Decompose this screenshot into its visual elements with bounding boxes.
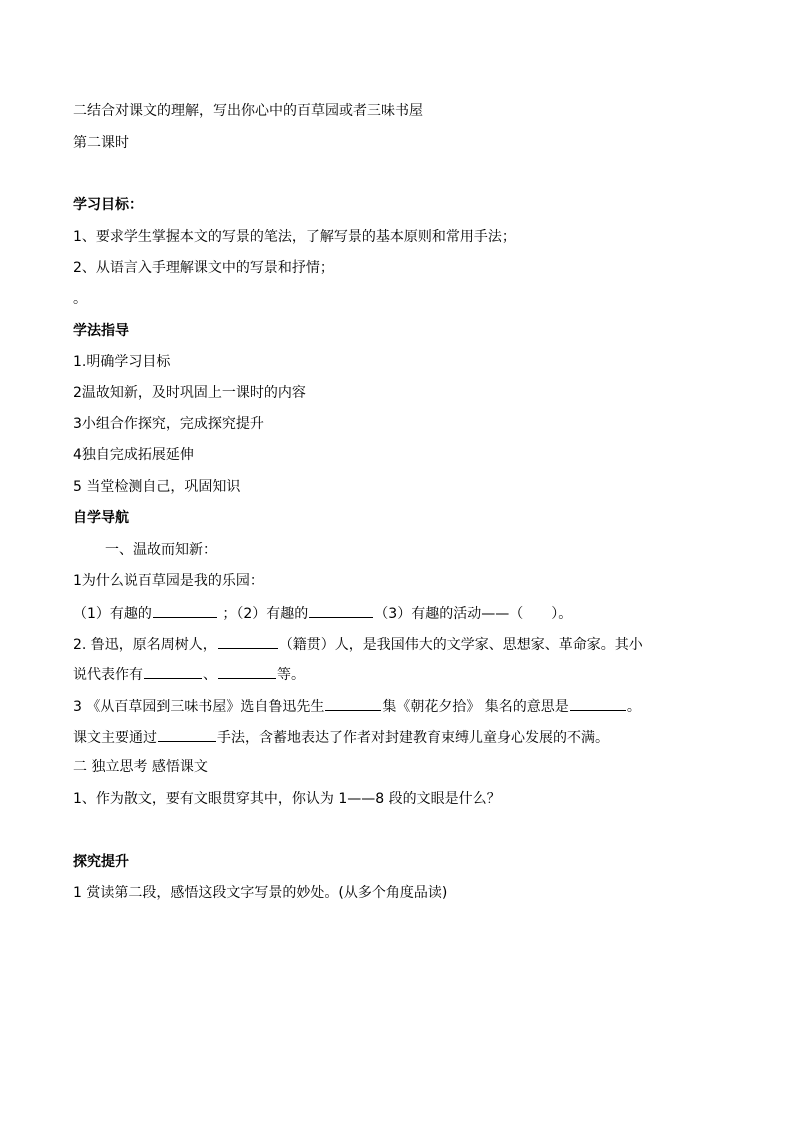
answer-blank[interactable] — [153, 603, 217, 618]
answer-blank[interactable] — [309, 603, 373, 618]
method-item-2: 2温故知新，及时巩固上一课时的内容 — [73, 385, 306, 401]
q3-part-b: 集《朝花夕拾》 集名的意思是 — [382, 699, 569, 715]
q2-part-a: 2. 鲁迅，原名周树人， — [73, 637, 217, 653]
q1-part-c: （3）有趣的活动——（ ）。 — [374, 606, 573, 622]
method-item-4: 4独自完成拓展延伸 — [73, 447, 194, 463]
review-heading: 一、温故而知新： — [105, 542, 217, 558]
goals-heading: 学习目标： — [73, 197, 143, 213]
explore-question-1: 1 赏读第二段，感悟这段文字写景的妙处。(从多个角度品读) — [73, 885, 448, 901]
question-2-line-1 — [73, 634, 643, 654]
intro-line: 二结合对课文的理解，写出你心中的百草园或者三味书屋 — [73, 103, 423, 119]
explore-heading: 探究提升 — [73, 854, 129, 870]
answer-blank[interactable] — [218, 634, 278, 649]
method-item-1: 1.明确学习目标 — [73, 354, 171, 370]
q2-part-e: 等。 — [277, 667, 305, 683]
answer-blank[interactable] — [570, 696, 626, 711]
goal-item-1: 1、要求学生掌握本文的写景的笔法，了解写景的基本原则和常用手法； — [73, 229, 516, 245]
self-study-heading: 自学导航 — [73, 510, 129, 526]
question-3-line-1 — [73, 696, 641, 716]
answer-blank[interactable] — [325, 696, 381, 711]
lesson-title: 第二课时 — [73, 135, 129, 151]
q3-part-d: 课文主要通过 — [73, 730, 157, 746]
q2-part-b: （籍贯）人，是我国伟大的文学家、思想家、革命家。其小 — [278, 637, 643, 653]
question-1: 1为什么说百草园是我的乐园： — [73, 573, 264, 589]
q3-part-a: 3 《从百草园到三味书屋》选自鲁迅先生 — [73, 699, 325, 715]
think-heading: 二 独立思考 感悟课文 — [73, 759, 208, 775]
q2-part-c: 说代表作有 — [73, 667, 143, 683]
goal-end-mark: 。 — [73, 291, 87, 307]
q2-part-d: 、 — [203, 667, 217, 683]
method-item-3: 3小组合作探究，完成探究提升 — [73, 416, 264, 432]
question-1-blanks — [73, 603, 572, 623]
q3-part-e: 手法，含蓄地表达了作者对封建教育束缚儿童身心发展的不满。 — [217, 730, 609, 746]
question-3-line-2 — [73, 727, 609, 747]
method-heading: 学法指导 — [73, 323, 129, 339]
answer-blank[interactable] — [218, 664, 276, 679]
think-question-1: 1、作为散文，要有文眼贯穿其中，你认为 1——8 段的文眼是什么？ — [73, 791, 501, 807]
question-2-line-2 — [73, 664, 305, 684]
q1-part-b: ；（2）有趣的 — [217, 606, 309, 622]
q1-part-a: （1）有趣的 — [73, 606, 152, 622]
goal-item-2: 2、从语言入手理解课文中的写景和抒情； — [73, 260, 334, 276]
q3-part-c: 。 — [626, 699, 641, 715]
answer-blank[interactable] — [144, 664, 202, 679]
method-item-5: 5 当堂检测自己，巩固知识 — [73, 479, 241, 495]
answer-blank[interactable] — [158, 727, 216, 742]
